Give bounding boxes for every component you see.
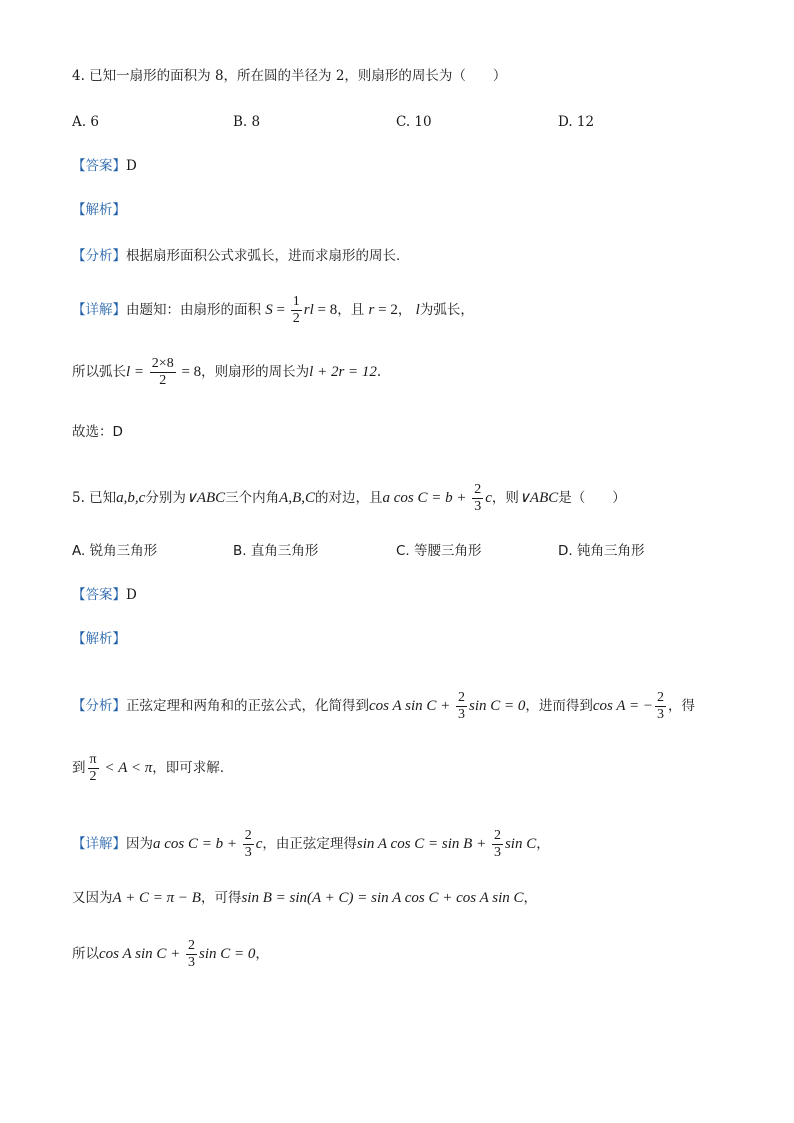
detail-text: ，	[397, 302, 412, 318]
math-acosC: a cos C = b +	[382, 490, 471, 506]
q4-answer	[72, 156, 137, 176]
detail-text: ，由正弦定理得	[262, 836, 357, 852]
detail-text: ，	[536, 836, 550, 852]
q4-stem: 4. 已知一扇形的面积为 8，所在圆的半径为 2，则扇形的周长为（ ）	[72, 68, 507, 84]
math-sinC: sin C	[504, 836, 537, 852]
arc-text: ，则扇形的周长为	[201, 364, 310, 380]
detail-text: 由题知：由扇形的面积	[126, 302, 261, 318]
math-s: S	[265, 302, 273, 318]
fraction-two-thirds: $\frac{2}{3}$	[458, 690, 465, 722]
q5-analysis-heading	[72, 629, 126, 649]
math-c: c	[255, 836, 263, 852]
fraction-two-thirds: $\frac{2}{3}$	[493, 828, 501, 860]
again-text: 又因为	[72, 890, 113, 906]
q4-option-d: D. 12	[558, 114, 595, 130]
math-eq: =	[272, 302, 289, 318]
q5-option-d: D. 钝角三角形	[558, 543, 645, 559]
fenxi-text: ，得	[668, 698, 696, 714]
q4-option-c: C. 10	[396, 114, 432, 130]
q5-stem	[72, 482, 626, 515]
math-triangle: ∨ABC	[185, 490, 226, 506]
q5-so	[72, 938, 269, 971]
so-text: ，	[255, 946, 269, 962]
fenxi-text: 根据扇形面积公式求弧长，进而求扇形的周长.	[126, 248, 401, 264]
answer-value: D	[126, 158, 137, 174]
q4-fenxi	[72, 246, 400, 266]
q4-detail	[72, 294, 474, 327]
analysis-tag: 【解析】	[72, 202, 126, 218]
math-c: c	[485, 490, 492, 506]
math-acosC: a cos C = b +	[153, 836, 241, 852]
detail-text: 为弧长，	[419, 302, 474, 318]
analysis-tag: 【解析】	[72, 631, 126, 647]
q5-again	[72, 888, 537, 908]
math-eq2: = 2	[374, 302, 398, 318]
fenxi-text: 正弦定理和两角和的正弦公式，化简得到	[126, 698, 369, 714]
math-sinB: sin B = sin(A + C) = sin A cos C + cos A sin C	[241, 890, 524, 906]
math-abc: a,b,c	[116, 490, 146, 506]
math-sinAcosC: sin A cos C = sin B +	[356, 836, 490, 852]
math-l-eq: l =	[126, 364, 148, 380]
fenxi-text: ，即可求解.	[152, 760, 225, 776]
arc-text: .	[376, 364, 382, 380]
q5-option-c: C. 等腰三角形	[396, 543, 482, 559]
detail-tag: 【详解】	[72, 836, 126, 852]
math-perimeter: l + 2r = 12	[309, 364, 377, 380]
q5-answer	[72, 585, 137, 605]
math-triangle: ∨ABC	[518, 490, 559, 506]
q5-fenxi-cont	[72, 752, 224, 785]
fenxi-text: 到	[72, 760, 86, 776]
q4-analysis-heading	[72, 200, 126, 220]
q4-choose: 故选：D	[72, 424, 123, 440]
stem-text: 是（ ）	[558, 490, 626, 506]
detail-text: ，且	[337, 302, 365, 318]
so-text: 所以	[72, 946, 99, 962]
fenxi-text: ，进而得到	[525, 698, 593, 714]
stem-text: 分别为	[145, 490, 186, 506]
fraction-half: $\frac{1}{2}$	[292, 294, 300, 326]
q4-arc	[72, 356, 381, 389]
q5-detail	[72, 828, 550, 861]
math-sinC0: sin C = 0	[199, 946, 256, 962]
fraction-two-thirds: $\frac{2}{3}$	[657, 690, 665, 722]
fraction-two-thirds: $\frac{2}{3}$	[188, 938, 195, 970]
math-expr1: cos A sin C +	[369, 698, 454, 714]
math-eq8: = 8	[313, 302, 338, 318]
stem-text: 5. 已知	[72, 490, 117, 506]
fenxi-tag: 【分析】	[72, 698, 126, 714]
math-cosA: cos A = −	[592, 698, 654, 714]
again-text: ，可得	[200, 890, 242, 906]
math-r: r	[368, 302, 375, 318]
stem-text: 的对边，且	[315, 490, 383, 506]
q5-option-b: B. 直角三角形	[233, 543, 319, 559]
detail-text: 因为	[126, 836, 153, 852]
fraction-two-thirds: $\frac{2}{3}$	[474, 482, 482, 514]
answer-tag: 【答案】	[72, 587, 126, 603]
math-pi-range: < A < π	[100, 760, 153, 776]
answer-tag: 【答案】	[72, 158, 126, 174]
again-text: ，	[523, 890, 538, 906]
math-expr1: cos A sin C +	[99, 946, 184, 962]
math-l: l	[415, 302, 420, 318]
math-sinC0: sin C = 0	[469, 698, 526, 714]
fenxi-tag: 【分析】	[72, 248, 126, 264]
math-eq-8: = 8	[177, 364, 202, 380]
q4-option-b: B. 8	[233, 114, 261, 130]
fraction-two-thirds: $\frac{2}{3}$	[244, 828, 252, 860]
math-rl: rl	[303, 302, 314, 318]
detail-tag: 【详解】	[72, 302, 126, 318]
answer-value: D	[126, 587, 137, 603]
fraction-arc: $\frac{2\times 8}{2}$	[151, 356, 174, 388]
math-ApC: A + C = π − B	[112, 890, 201, 906]
stem-text: ，则	[491, 490, 519, 506]
q5-fenxi	[72, 690, 695, 723]
fraction-pi-half: $\frac{\pi}{2}$	[89, 752, 97, 784]
q5-option-a: A. 锐角三角形	[72, 543, 158, 559]
math-angles: A,B,C	[279, 490, 315, 506]
q4-option-a: A. 6	[72, 114, 99, 130]
arc-text: 所以弧长	[72, 364, 126, 380]
stem-text: 三个内角	[225, 490, 280, 506]
